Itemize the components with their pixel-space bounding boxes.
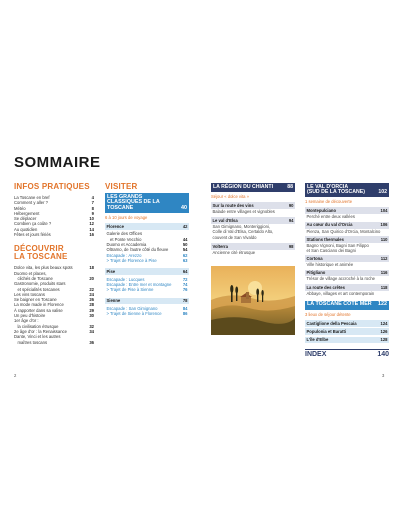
orcia-entry-label: Stations thermales <box>306 236 344 242</box>
escapade-item[interactable] <box>105 311 189 316</box>
chianti-subtitle: Séjour « dolce vita » <box>211 193 249 199</box>
toc-item[interactable] <box>14 340 94 345</box>
column-visiter <box>105 183 189 317</box>
toc-item-page: 54 <box>182 247 188 253</box>
toc-item-label: 1er âge d'or : <box>14 318 39 324</box>
box-orcia-page: 102 <box>378 189 387 196</box>
orcia-entry-desc: Pienza, San Quirico d'Orcia, Montalcino <box>306 228 381 234</box>
sienne-escapades <box>105 306 189 317</box>
orcia-entry-label: Pitigliano <box>306 270 326 276</box>
escapade-item-page: 76 <box>182 287 188 293</box>
mer-entry-label: Castiglione della Pescaia <box>306 320 357 326</box>
mer-items <box>305 320 389 344</box>
escapade-item-label: Escapade : San Gimignano <box>106 305 158 311</box>
section-heading-infos: INFOS PRATIQUES <box>14 182 90 191</box>
elsa-desc-3: couvent de San Vivaldo <box>212 234 257 240</box>
orcia-entry-label: Au cœur du val d'Orcia <box>306 222 353 228</box>
box-chianti-label: LA RÉGION DU CHIANTI <box>213 183 274 190</box>
box-grands-classiques[interactable] <box>105 193 189 213</box>
toc-item-label: Oltrarno, de l'autre côté du fleuve <box>106 247 169 253</box>
toc-item-page: 10 <box>89 216 94 222</box>
escapade-item-label: Escapade : Entre mer et montagne <box>106 281 172 287</box>
box-mer-label: LA TOSCANE CÔTÉ MER <box>307 301 372 308</box>
toc-item-page: 28 <box>89 302 94 308</box>
page-number-right: 3 <box>382 373 385 378</box>
column-chianti <box>211 183 295 255</box>
mer-entry-page: 126 <box>380 328 388 334</box>
orcia-entry-page: 110 <box>380 236 388 242</box>
toc-item-label: Duomo et places, <box>14 270 47 276</box>
elsa-desc-1: San Gimignano, Monteriggioni, <box>212 223 270 229</box>
orcia-items <box>305 207 389 297</box>
decouvrir-list <box>14 265 94 344</box>
section-heading-visiter: VISITER <box>105 182 138 191</box>
escapade-item-label: Escapade : Arezzo <box>106 252 142 258</box>
route-label: Sur la route des vins <box>212 202 254 208</box>
toc-item-page: 7 <box>91 200 94 206</box>
toc-item-label: Les vins toscans <box>14 291 45 297</box>
toc-item-page: 29 <box>89 307 94 313</box>
sienne-label: Sienne <box>106 298 121 304</box>
toc-item-label: Hébergement <box>14 210 40 216</box>
toc-item-page: 4 <box>91 195 94 200</box>
sienne-page: 78 <box>182 298 188 304</box>
entry-pise[interactable] <box>105 268 189 275</box>
box-grands-classiques-label: LES GRANDS CLASSIQUES DE LA TOSCANE <box>107 193 160 211</box>
toc-item-page: 8 <box>91 205 94 211</box>
toc-item-label: Un peu d'histoire <box>14 313 46 319</box>
orcia-entry-page: 106 <box>380 222 388 228</box>
orcia-subtitle: 1 semaine de découverte <box>305 199 353 205</box>
mer-entry-page: 124 <box>380 320 388 326</box>
mer-entry[interactable] <box>305 320 389 327</box>
box-mer-page: 122 <box>378 301 387 308</box>
index-entry[interactable] <box>305 349 389 359</box>
toc-item-page: 24 <box>89 291 94 297</box>
toc-item-label: et spécialités toscanes <box>14 286 60 292</box>
index-page: 140 <box>377 350 389 358</box>
pise-escapades <box>105 277 189 293</box>
toc-item-page: 22 <box>89 286 94 292</box>
box-orcia-label-2: (SUD DE LA TOSCANE) <box>307 189 365 196</box>
toc-item-label: Au quotidien <box>14 226 38 232</box>
orcia-entry-page: 116 <box>380 270 388 276</box>
page-title: SOMMAIRE <box>14 154 101 171</box>
toc-item-label: la civilisation étrusque <box>14 323 59 329</box>
orcia-entry-page: 112 <box>380 256 388 262</box>
toc-item-label: Gastronomie, produits stars <box>14 281 66 287</box>
toc-item-label: Météo <box>14 205 26 211</box>
orcia-entry-label: Cortona <box>306 256 323 262</box>
mer-entry[interactable] <box>305 328 389 335</box>
mer-entry[interactable] <box>305 337 389 344</box>
toc-item-label: Galerie des Offices <box>106 231 143 237</box>
orcia-entry[interactable] <box>305 207 389 214</box>
page-number-left: 2 <box>14 373 17 378</box>
toc-item-label: Duomo et Accademia <box>106 242 147 248</box>
column-infos <box>14 183 94 345</box>
toc-item-label: Se baigner en Toscane <box>14 297 57 303</box>
pise-label: Pise <box>106 269 116 275</box>
toc-item-page: 30 <box>89 313 94 319</box>
entry-florence[interactable] <box>105 223 189 230</box>
toc-item-label: Comment y aller ? <box>14 200 48 206</box>
orcia-entry-desc: Perché entre deux vallées <box>306 214 355 220</box>
toc-item-page: 14 <box>89 226 94 232</box>
escapade-item-page: 72 <box>182 276 188 282</box>
orcia-entry-desc: Ville historique et animée <box>306 262 354 268</box>
toc-item-label: maîtres toscans <box>14 339 48 345</box>
entry-volterra[interactable] <box>211 243 295 250</box>
florence-label: Florence <box>106 223 124 229</box>
toc-item-label: La mode made in Florence <box>14 302 64 308</box>
toc-item-label: 2e âge d'or : la Renaissance <box>14 328 67 334</box>
toc-item-label: Fêtes et jours fériés <box>14 232 51 238</box>
orcia-entry-desc: Abbaye, villages et art contemporain <box>306 290 375 296</box>
volterra-label: Volterra <box>212 243 229 249</box>
toc-item-label: et Ponte Vecchio <box>106 236 142 242</box>
escapade-item-page: 84 <box>182 305 188 311</box>
mer-subtitle: 3 lieux de séjour détente <box>305 311 351 317</box>
box-val-orcia[interactable] <box>305 183 389 197</box>
index-label: INDEX <box>305 350 327 358</box>
infos-list <box>14 195 94 237</box>
orcia-entry[interactable] <box>305 284 389 291</box>
box-orcia-label-1: LE VAL D'ORCIA <box>307 183 349 190</box>
orcia-entry[interactable] <box>305 236 389 243</box>
toc-item-label: La Toscane en bref <box>14 195 50 200</box>
volterra-page: 98 <box>288 243 294 249</box>
elsa-page: 94 <box>288 217 294 223</box>
orcia-entry-desc: Trésor de village accroché à la roche <box>306 276 376 282</box>
toc-item-label: Dante, Vinci et les autres <box>14 334 61 340</box>
mer-entry-label: Populonia et Baratti <box>306 328 347 334</box>
box-chianti[interactable] <box>211 183 295 192</box>
toc-item-page: 36 <box>89 339 94 345</box>
route-desc: Balade entre villages et vignobles <box>212 208 275 214</box>
orcia-entry-desc: et San Casciano dei Bagni <box>306 248 356 254</box>
orcia-entry[interactable] <box>305 270 389 277</box>
escapade-item-label: > Trajet de Sienne à Florence <box>106 311 162 317</box>
toc-item-page: 50 <box>182 242 188 248</box>
toc-item-page: 16 <box>89 232 94 238</box>
escapade-item-label: > Trajet de Florence à Pise <box>106 257 157 263</box>
orcia-entry-page: 104 <box>380 208 388 214</box>
toc-item-page: 18 <box>89 265 94 271</box>
orcia-entry-label: Montepulciano <box>306 208 337 214</box>
entry-route-des-vins[interactable] <box>211 202 295 209</box>
orcia-entry-desc: Bagno Vignoni, Bagni San Filippo <box>306 242 369 248</box>
toc-item-page: 26 <box>89 297 94 303</box>
box-chianti-page: 88 <box>287 183 293 190</box>
toc-item-label: Se déplacer <box>14 216 37 222</box>
box-grands-classiques-page: 40 <box>181 204 187 211</box>
escapade-item-page: 62 <box>182 252 188 258</box>
mer-entry-page: 128 <box>380 337 388 343</box>
column-orcia <box>305 183 389 359</box>
toc-item-label: Dolce vita, les plus beaux spots <box>14 265 73 271</box>
box-toscane-mer[interactable] <box>305 301 389 310</box>
pise-page: 64 <box>182 269 188 275</box>
toc-item-page: 44 <box>182 236 188 242</box>
elsa-desc-2: Colle di Val d'Elsa, Certaldo Alto, <box>212 229 274 235</box>
toc-item-page: 34 <box>89 328 94 334</box>
toc-item-page: 32 <box>89 323 94 329</box>
escapade-item-page: 63 <box>182 257 188 263</box>
toc-item-page: 12 <box>89 221 94 227</box>
entry-val-elsa[interactable] <box>211 217 295 224</box>
toc-item-label: Combien ça coûte ? <box>14 221 52 227</box>
escapade-item-label: > Trajet de Pise à Sienne <box>106 287 154 293</box>
mer-entry-label: L'île d'Elbe <box>306 337 329 343</box>
escapade-item-page: 74 <box>182 281 188 287</box>
toc-item-page: 20 <box>89 275 94 281</box>
toc-item-page: 9 <box>91 210 94 216</box>
toc-item-label: clichés de Toscane <box>14 275 53 281</box>
orcia-entry-page: 118 <box>380 284 388 290</box>
florence-items <box>105 231 189 252</box>
florence-escapades <box>105 253 189 264</box>
section-heading-decouvrir: DÉCOUVRIR LA TOSCANE <box>14 244 68 262</box>
escapade-item-label: Escapade : Lucques <box>106 276 145 282</box>
orcia-entry-label: La route des crêtes <box>306 284 345 290</box>
entry-sienne[interactable] <box>105 298 189 305</box>
tuscan-landscape-image <box>211 266 295 335</box>
volterra-desc: Ancienne cité étrusque <box>212 249 256 255</box>
escapade-item-page: 86 <box>182 311 188 317</box>
toc-item-label: À rapporter dans sa valise <box>14 307 63 313</box>
orcia-entry[interactable] <box>305 222 389 229</box>
orcia-entry[interactable] <box>305 255 389 262</box>
florence-page: 42 <box>182 223 188 229</box>
elsa-label: Le val d'Elsa <box>212 217 238 223</box>
route-page: 90 <box>288 202 294 208</box>
visiter-subtitle: 6 à 10 jours de voyage <box>105 214 148 220</box>
